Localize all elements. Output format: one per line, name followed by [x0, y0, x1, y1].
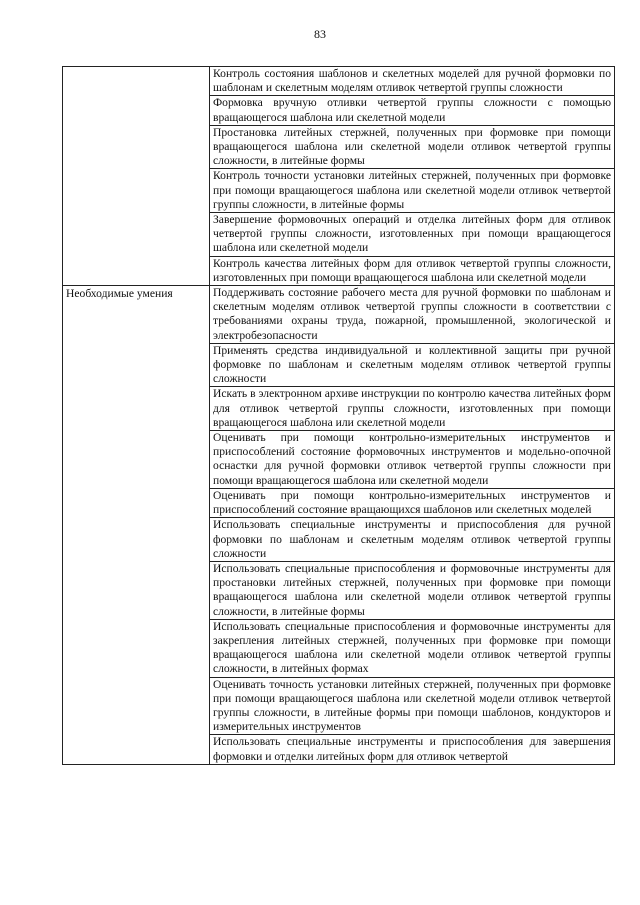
- section-label-cell: [63, 286, 210, 765]
- requirement-text: Оценивать при помощи контрольно-измерительных инструментов и приспособлений состояние вращающихся шаблонов или скелетных моделей: [210, 488, 615, 517]
- requirement-text: Оценивать при помощи контрольно-измерительных инструментов и приспособлений состояние формовочных инструментов и модельно-опочной оснастки для ручной формовки отливок четвертой группы сложности при помощи вращающегося шаблона или скелетной модели: [210, 431, 615, 489]
- requirements-table: [62, 66, 615, 765]
- section-label-cell: [63, 67, 210, 286]
- requirement-text: Применять средства индивидуальной и коллективной защиты при ручной формовке по шаблонам и скелетным моделям отливок четвертой группы сложности: [210, 343, 615, 387]
- page-number: 83: [314, 27, 326, 41]
- section-label: Необходимые умения: [66, 287, 173, 301]
- requirement-text: Использовать специальные приспособления и формовочные инструменты для закрепления литейных стержней, полученных при формовке при помощи вращающегося шаблона или скелетной модели отливок четвертой группы сложности, в литейных формах: [210, 619, 615, 677]
- requirement-text: Искать в электронном архиве инструкции по контролю качества литейных форм для отливок четвертой группы сложности, изготовленных при помощи вращающегося шаблона или скелетной модели: [210, 387, 615, 431]
- requirement-text: Оценивать точность установки литейных стержней, полученных при формовке при помощи вращающегося шаблона или скелетной модели отливок четвертой группы сложности, в литейные формы при помощи шаблонов, кондукторов и измерительных инструментов: [210, 677, 615, 735]
- requirement-text: Контроль качества литейных форм для отливок четвертой группы сложности, изготовленных при помощи вращающегося шаблона или скелетной модели: [210, 256, 615, 285]
- requirement-text: Завершение формовочных операций и отделка литейных форм для отливок четвертой группы сложности, изготовленных при помощи вращающегося шаблона или скелетной модели: [210, 213, 615, 257]
- requirement-text: Поддерживать состояние рабочего места для ручной формовки по шаблонам и скелетным моделям отливок четвертой группы сложности в соответствии с требованиями охраны труда, пожарной, промышленной, экологической и электробезопасности: [210, 286, 615, 344]
- section-label: [66, 67, 206, 68]
- requirement-text: Простановка литейных стержней, полученных при формовке при помощи вращающегося шаблона или скелетной модели отливок четвертой группы сложности, в литейные формы: [210, 125, 615, 169]
- requirement-text: Использовать специальные инструменты и приспособления для завершения формовки и отделки литейных форм для отливок четвертой: [210, 735, 615, 764]
- requirement-text: Использовать специальные приспособления и формовочные инструменты для простановки литейных стержней, полученных при формовке при помощи вращающегося шаблона или скелетной модели отливок четвертой группы сложности, в литейные формы: [210, 561, 615, 619]
- requirement-text: Формовка вручную отливки четвертой группы сложности с помощью вращающегося шаблона или скелетной модели: [210, 96, 615, 125]
- table-row: [63, 67, 615, 96]
- requirement-text: Использовать специальные инструменты и приспособления для ручной формовки по шаблонам и скелетным моделям отливок четвертой группы сложности: [210, 518, 615, 562]
- requirement-text: Контроль точности установки литейных стержней, полученных при формовке при помощи вращающегося шаблона или скелетной модели отливок четвертой группы сложности, в литейные формы: [210, 169, 615, 213]
- requirement-text: Контроль состояния шаблонов и скелетных моделей для ручной формовки по шаблонам и скелетным моделям отливок четвертой группы сложности: [210, 67, 615, 96]
- table-row: [63, 286, 615, 344]
